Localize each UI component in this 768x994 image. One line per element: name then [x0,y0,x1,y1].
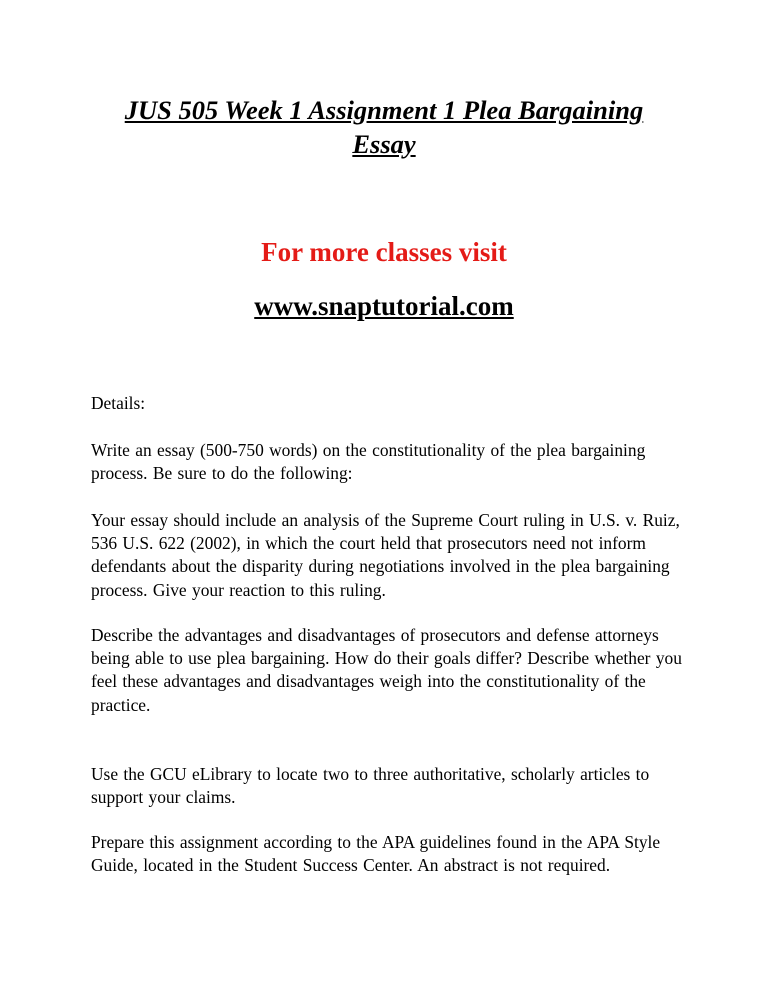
paragraph-advantages: Describe the advantages and disadvantages of prosecutors and defense attorneys being able to use plea bargaining. How do their goals differ? Describe whether you feel these advantages and disadvantages weigh into the constitutionality of the practice. [91,625,682,715]
title-line-1: JUS 505 Week 1 Assignment 1 Plea Bargaining [124,95,644,125]
paragraph-analysis: Your essay should include an analysis of the Supreme Court ruling in U.S. v. Ruiz, 536 U.S. 622 (2002), in which the court held that prosecutors need not inform defendants about the disparity during negotiations involved in the plea bargaining process. Give your reaction to this ruling. [91,510,680,600]
title-line-2: Essay [352,129,416,159]
paragraph-elibrary: Use the GCU eLibrary to locate two to three authoritative, scholarly articles to support your claims. [91,764,650,808]
promo-link[interactable]: www.snaptutorial.com [254,291,514,321]
document-title [60,93,708,161]
paragraph-apa: Prepare this assignment according to the APA guidelines found in the APA Style Guide, located in the Student Success Center. An abstract is not required. [91,832,661,876]
paragraph-instructions: Write an essay (500-750 words) on the constitutionality of the plea bargaining process. Be sure to do the following: [91,440,646,484]
promo-text: For more classes visit [261,237,507,267]
details-label: Details: [91,393,146,413]
